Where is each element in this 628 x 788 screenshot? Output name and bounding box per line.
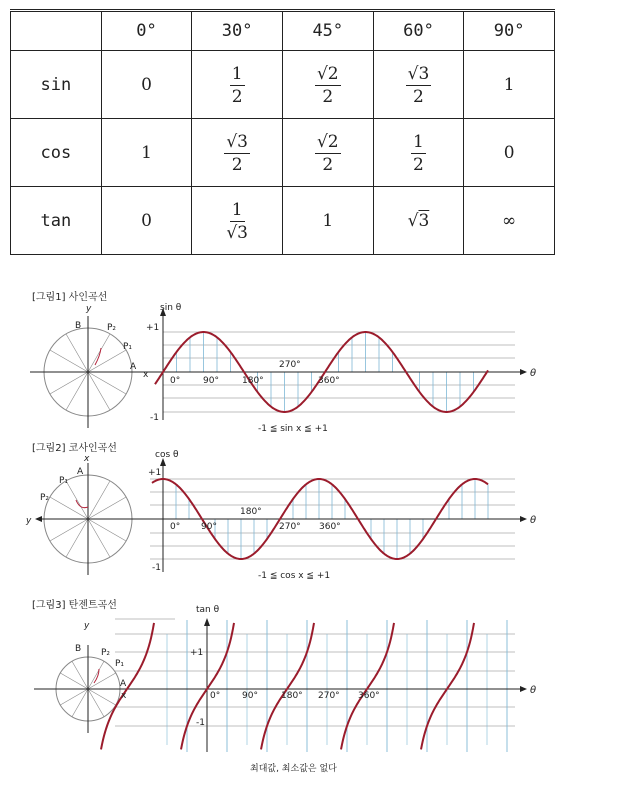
numerator: 1 [231, 199, 243, 220]
numerator: √3 [407, 63, 430, 84]
range-text: -1 ≦ cos x ≦ +1 [258, 571, 331, 581]
circle-spoke [88, 372, 126, 394]
theta-arrow-icon [520, 516, 527, 522]
circle-spoke [66, 481, 88, 519]
rotation-arrow-icon [95, 348, 101, 365]
tick-label: 270° [318, 691, 340, 701]
y-arrow-icon [35, 516, 42, 522]
circle-spoke [66, 334, 88, 372]
tick-label: 90° [201, 522, 217, 532]
sqrt-value: √3 [407, 210, 430, 231]
plus-one-label: +1 [146, 323, 160, 333]
value-text: 1 [141, 142, 152, 163]
circle-label: P₁ [59, 476, 69, 486]
circle-label: y [84, 621, 90, 631]
circle-label: P₁ [123, 342, 133, 352]
sin-figure [30, 290, 536, 434]
tick-label: 180° [240, 507, 262, 517]
circle-spoke [88, 497, 126, 519]
figure-caption: [그림1] 사인곡선 [32, 292, 108, 303]
row-label: sin [11, 51, 102, 119]
table-header-cell: 45° [282, 11, 373, 51]
circle-label: P₂ [107, 323, 117, 333]
denominator: 2 [322, 86, 334, 107]
circle-spoke [88, 673, 116, 689]
circle-label: x [121, 691, 127, 701]
tick-label: 90° [242, 691, 258, 701]
circle-spoke [72, 689, 88, 717]
minus-one-label: -1 [196, 718, 205, 728]
tan-figure [32, 598, 536, 774]
minus-one-label: -1 [150, 413, 159, 423]
circle-spoke [88, 519, 110, 557]
minus-one-label: -1 [152, 563, 161, 573]
table-header-cell: 60° [373, 11, 464, 51]
tangent-curve [101, 623, 474, 750]
tick-label: 270° [279, 360, 301, 370]
tick-label: 0° [210, 691, 221, 701]
value-text: 0 [141, 210, 152, 231]
range-text: 최대값, 최소값은 없다 [250, 764, 337, 774]
circle-spoke [88, 519, 126, 541]
circle-label: P₁ [115, 659, 125, 669]
figure-caption: [그림3] 탄젠트곡선 [32, 600, 117, 611]
tick-label: 360° [319, 522, 341, 532]
denominator: 2 [413, 86, 424, 107]
circle-spoke [60, 689, 88, 705]
circle-spoke [50, 519, 88, 541]
theta-label: θ [530, 685, 537, 696]
circle-spoke [88, 661, 104, 689]
value-text: 1 [322, 210, 334, 231]
circle-spoke [60, 673, 88, 689]
circle-spoke [88, 481, 110, 519]
denominator: 2 [231, 86, 243, 107]
circle-label: P₂ [101, 648, 111, 658]
circle-label: A [77, 467, 84, 477]
theta-arrow-icon [520, 686, 527, 692]
tick-label: 360° [358, 691, 380, 701]
circle-spoke [66, 372, 88, 410]
value-text: 0 [503, 142, 515, 163]
numerator: 1 [413, 131, 424, 152]
tick-label: 360° [318, 376, 340, 386]
denominator: √3 [226, 222, 248, 243]
circle-label: P₂ [40, 493, 50, 503]
table-header-cell: 0° [101, 11, 192, 51]
theta-label: θ [530, 368, 537, 379]
circle-spoke [72, 661, 88, 689]
numerator: 1 [231, 63, 243, 84]
circle-spoke [66, 519, 88, 557]
cos-figure [25, 441, 536, 581]
numerator: √2 [316, 63, 339, 84]
function-label: tan θ [196, 605, 220, 615]
circle-label: B [75, 644, 82, 654]
tick-label: 0° [170, 522, 181, 532]
row-label: cos [11, 119, 102, 187]
circle-label: A [130, 362, 137, 372]
numerator: √2 [316, 131, 339, 152]
value-text: 0 [141, 74, 152, 95]
figure-caption: [그림2] 코사인곡선 [32, 443, 117, 454]
circle-label: A [120, 679, 127, 689]
table-header-cell: 90° [464, 11, 555, 51]
circle-spoke [88, 372, 110, 410]
range-text: -1 ≦ sin x ≦ +1 [258, 424, 328, 434]
circle-label: y [26, 516, 32, 526]
tick-label: 0° [170, 376, 181, 386]
radicand: 3 [418, 210, 430, 231]
tick-label: 180° [242, 376, 264, 386]
theta-label: θ [530, 515, 537, 526]
function-label: cos θ [155, 450, 179, 460]
numerator: √3 [226, 131, 248, 152]
circle-spoke [50, 372, 88, 394]
circle-spoke [88, 334, 110, 372]
circle-spoke [88, 350, 126, 372]
plus-one-label: +1 [190, 648, 204, 658]
row-label: tan [11, 187, 102, 255]
function-label: sin θ [160, 303, 182, 313]
denominator: 2 [413, 154, 424, 175]
table-header-cell: 30° [192, 11, 283, 51]
tan-gridlines [115, 619, 515, 752]
tick-label: 90° [203, 376, 219, 386]
circle-label: x [143, 370, 149, 380]
circle-spoke [88, 689, 116, 705]
circle-spoke [88, 689, 104, 717]
denominator: 2 [231, 154, 243, 175]
circle-spoke [50, 350, 88, 372]
circle-spoke [50, 497, 88, 519]
circle-label: x [84, 454, 90, 464]
value-arrow-icon [204, 618, 210, 626]
tick-label: 180° [281, 691, 303, 701]
circle-label: B [75, 321, 82, 331]
theta-arrow-icon [520, 369, 527, 375]
circle-label: y [86, 304, 92, 314]
value-text: ∞ [502, 210, 517, 231]
value-text: 1 [503, 74, 515, 95]
denominator: 2 [322, 154, 334, 175]
tick-label: 270° [279, 522, 301, 532]
plus-one-label: +1 [148, 468, 162, 478]
